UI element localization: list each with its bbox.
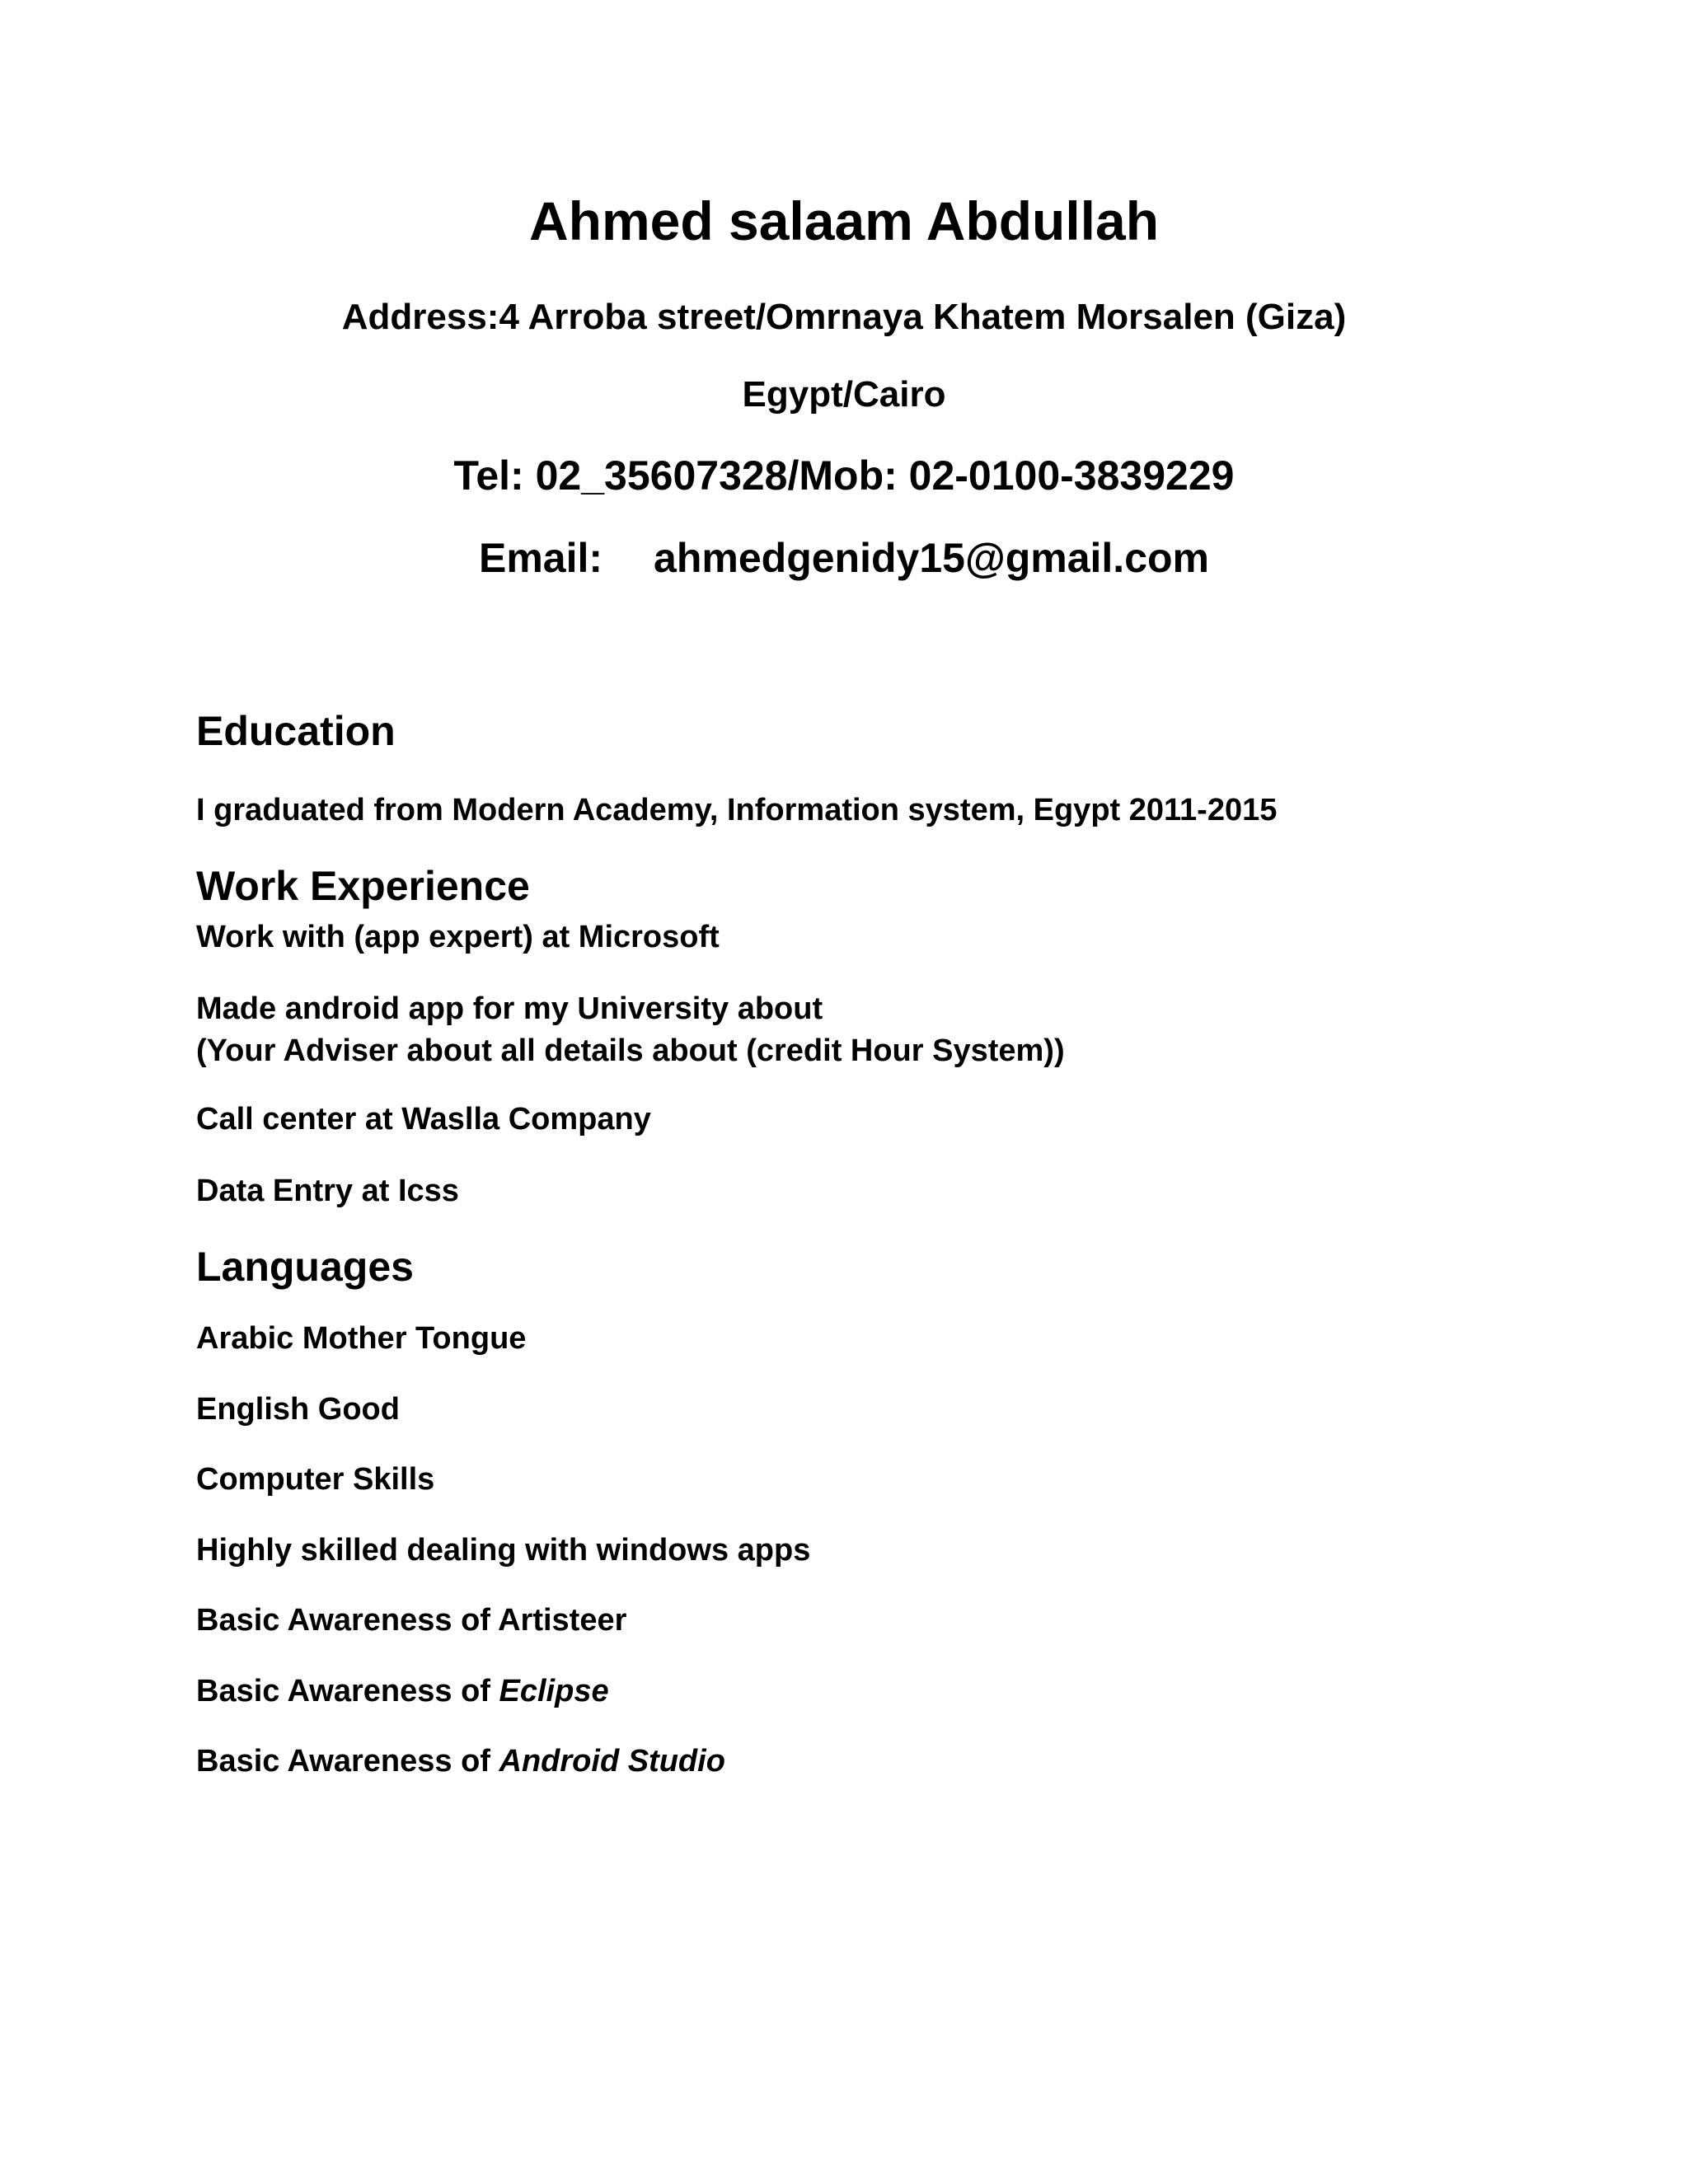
work-item-call-center: Call center at Waslla Company (196, 1102, 651, 1137)
work-item-data-entry: Data Entry at Icss (196, 1174, 459, 1208)
applicant-name: Ahmed salaam Abdullah (528, 190, 1160, 251)
email-address: ahmedgenidy15@gmail.com (654, 535, 1209, 581)
address-line: Address:4 Arroba street/Omrnaya Khatem Morsalen (Giza) (341, 297, 1347, 337)
skill-eclipse-name: Eclipse (499, 1674, 609, 1708)
education-line: I graduated from Modern Academy, Information system, Egypt 2011-2015 (196, 793, 1278, 827)
skill-artisteer: Basic Awareness of Artisteer (196, 1603, 627, 1638)
work-item-android-app: Made android app for my University about (196, 991, 823, 1026)
skill-android-name: Android Studio (499, 1744, 725, 1779)
skill-windows-apps: Highly skilled dealing with windows apps (196, 1533, 811, 1568)
work-item-microsoft: Work with (app expert) at Microsoft (196, 920, 720, 954)
languages-heading: Languages (196, 1244, 414, 1290)
phone-line: Tel: 02_35607328/Mob: 02-0100-3839229 (453, 452, 1235, 499)
skill-eclipse (196, 1674, 609, 1709)
language-english: English Good (196, 1392, 400, 1427)
education-heading: Education (196, 708, 396, 754)
email-label: Email: (478, 535, 603, 581)
work-experience-heading: Work Experience (196, 863, 530, 909)
skill-eclipse-prefix: Basic Awareness of (196, 1674, 499, 1708)
city-line: Egypt/Cairo (742, 374, 946, 415)
language-arabic: Arabic Mother Tongue (196, 1321, 527, 1356)
computer-skills-label: Computer Skills (196, 1462, 435, 1497)
skill-android-studio (196, 1744, 725, 1779)
email-line (0, 534, 1688, 582)
skill-android-prefix: Basic Awareness of (196, 1744, 499, 1779)
work-item-android-app-detail: (Your Adviser about all details about (credit Hour System)) (196, 1033, 1065, 1068)
